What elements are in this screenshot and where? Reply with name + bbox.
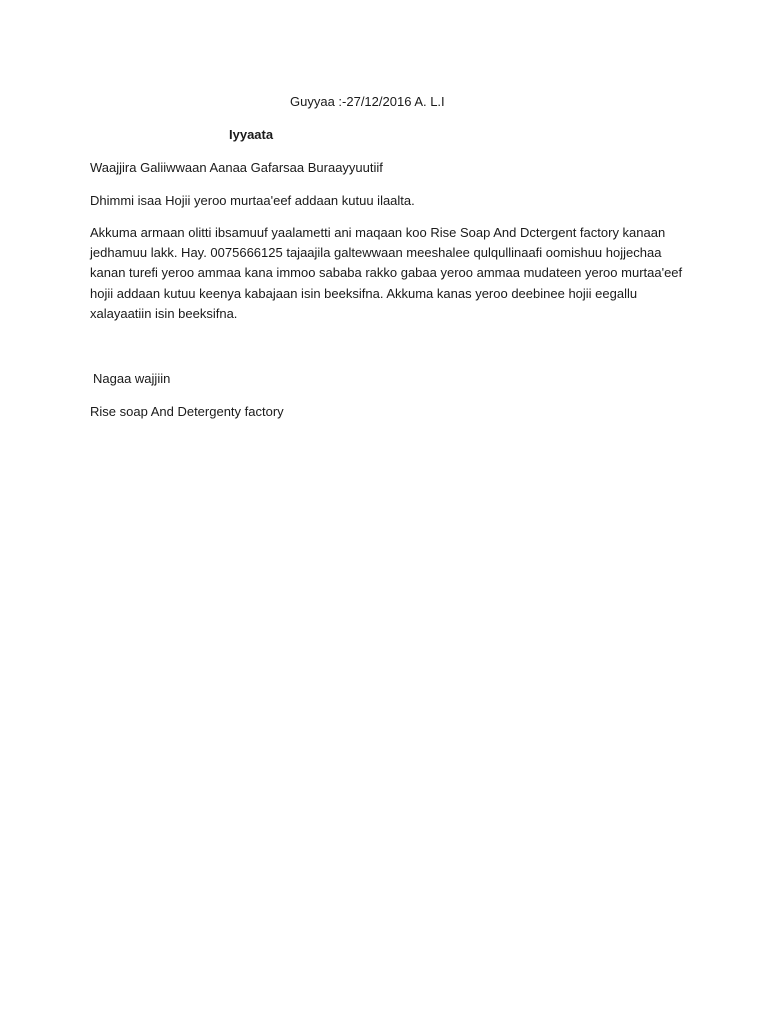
body-line: hojii addaan kutuu keenya kabajaan isin beeksifna. Akkuma kanas yeroo deebinee hojii eegallu [90,285,638,301]
closing-line: Nagaa wajjiin [93,371,171,386]
recipient-line: Waajjira Galiiwwaan Aanaa Gafarsaa Buraayyuutiif [90,160,383,175]
body-line: xalayaatiin isin beeksifna. [90,305,238,321]
letter-date: Guyyaa :-27/12/2016 A. L.I [290,94,445,109]
signature-line: Rise soap And Detergenty factory [90,404,284,419]
body-paragraph [90,223,683,324]
body-line: Akkuma armaan olitti ibsamuuf yaalametti ani maqaan koo Rise Soap And Dctergent factory kanaan [90,225,666,240]
body-line: kanan turefi yeroo ammaa kana immoo sababa rakko gabaa yeroo ammaa mudateen yeroo murtaa'eef [90,265,683,281]
body-line: jedhamuu lakk. Hay. 0075666125 tajaajila galtewwaan meeshalee qulqullinaafi oomishuu hojjechaa [90,245,662,261]
topic-line: Dhimmi isaa Hojii yeroo murtaa'eef addaan kutuu ilaalta. [90,193,415,208]
subject-heading: Iyyaata [229,127,274,142]
